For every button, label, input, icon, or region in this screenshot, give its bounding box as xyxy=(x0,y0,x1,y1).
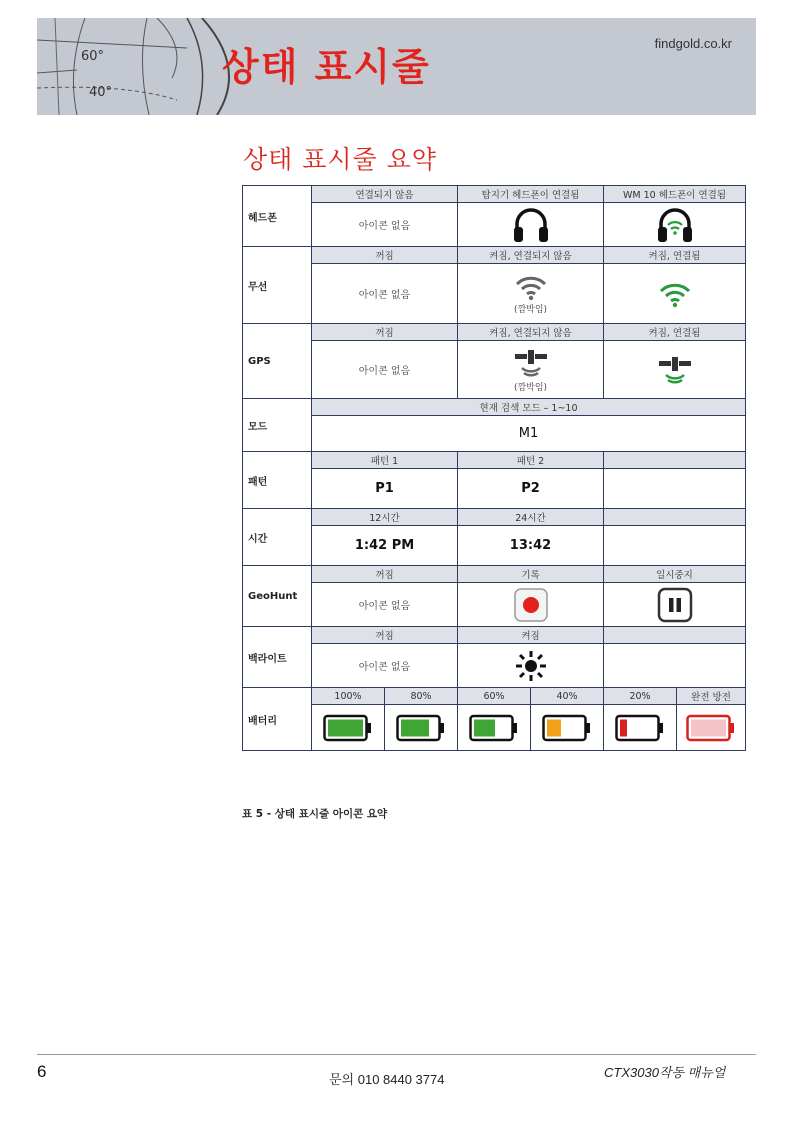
gps-header-3: 켜짐, 연결됨 xyxy=(604,324,746,341)
header-banner xyxy=(37,18,756,115)
row-label-wireless: 무선 xyxy=(243,247,312,324)
wireless-header-1: 꺼짐 xyxy=(312,247,458,264)
geohunt-pause-cell xyxy=(604,583,746,627)
battery-header-20: 20% xyxy=(604,688,677,705)
gps-header-1: 꺼짐 xyxy=(312,324,458,341)
banner-title: 상태 표시줄 xyxy=(222,45,431,89)
pattern-value-1: P1 xyxy=(312,469,458,509)
mode-header-row xyxy=(243,399,746,416)
geohunt-header-3: 일시중지 xyxy=(604,566,746,583)
wireless-no-icon: 아이콘 없음 xyxy=(312,264,458,324)
battery-cell-20 xyxy=(604,705,677,751)
row-label-headphone: 헤드폰 xyxy=(243,186,312,247)
pattern-header-1: 패턴 1 xyxy=(312,452,458,469)
battery-header-row xyxy=(243,688,746,705)
footer-divider xyxy=(37,1054,756,1055)
pattern-header-row xyxy=(243,452,746,469)
battery-header-100: 100% xyxy=(312,688,385,705)
row-label-gps: GPS xyxy=(243,324,312,399)
backlight-header-3 xyxy=(604,627,746,644)
headphone-header-row xyxy=(243,186,746,203)
geohunt-header-1: 꺼짐 xyxy=(312,566,458,583)
backlight-empty-cell xyxy=(604,644,746,688)
geohunt-record-cell xyxy=(458,583,604,627)
pattern-value-2: P2 xyxy=(458,469,604,509)
time-header-1: 12시간 xyxy=(312,509,458,526)
geohunt-icon-row xyxy=(243,583,746,627)
backlight-icon-row xyxy=(243,644,746,688)
battery-empty-icon xyxy=(686,714,736,742)
battery-header-60: 60% xyxy=(458,688,531,705)
headphone-wireless-icon xyxy=(655,206,695,244)
battery-60-icon xyxy=(469,714,519,742)
geohunt-header-2: 기록 xyxy=(458,566,604,583)
backlight-no-icon: 아이콘 없음 xyxy=(312,644,458,688)
row-label-time: 시간 xyxy=(243,509,312,566)
globe-label-40: 40° xyxy=(89,85,113,100)
time-header-3 xyxy=(604,509,746,526)
battery-cell-60 xyxy=(458,705,531,751)
section-title: 상태 표시줄 요약 xyxy=(243,145,437,174)
row-label-battery: 배터리 xyxy=(243,688,312,751)
pattern-header-3 xyxy=(604,452,746,469)
battery-header-40: 40% xyxy=(531,688,604,705)
backlight-header-2: 켜짐 xyxy=(458,627,604,644)
gps-no-icon: 아이콘 없음 xyxy=(312,341,458,399)
time-value-12h: 1:42 PM xyxy=(312,526,458,566)
time-value-3 xyxy=(604,526,746,566)
gps-blink-note: (깜박임) xyxy=(513,382,548,393)
gps-connected-cell xyxy=(604,341,746,399)
battery-header-empty: 완전 방전 xyxy=(677,688,746,705)
contact-info: 문의 010 8440 3774 xyxy=(329,1072,445,1087)
gps-header-row xyxy=(243,324,746,341)
mode-value-row xyxy=(243,416,746,452)
battery-cell-40 xyxy=(531,705,604,751)
site-url: findgold.co.kr xyxy=(654,36,732,51)
battery-20-icon xyxy=(615,714,665,742)
wifi-gray-icon xyxy=(514,273,548,301)
globe-label-60: 60° xyxy=(81,49,105,64)
time-value-row xyxy=(243,526,746,566)
pause-icon xyxy=(657,587,693,623)
geohunt-no-icon: 아이콘 없음 xyxy=(312,583,458,627)
row-label-geohunt: GeoHunt xyxy=(243,566,312,627)
time-header-2: 24시간 xyxy=(458,509,604,526)
pattern-value-row xyxy=(243,469,746,509)
wireless-blink-note: (깜박임) xyxy=(513,304,548,315)
time-header-row xyxy=(243,509,746,526)
battery-80-icon xyxy=(396,714,446,742)
battery-header-80: 80% xyxy=(385,688,458,705)
pattern-header-2: 패턴 2 xyxy=(458,452,604,469)
gps-header-2: 켜짐, 연결되지 않음 xyxy=(458,324,604,341)
backlight-on-cell xyxy=(458,644,604,688)
gps-unconnected-cell xyxy=(458,341,604,399)
manual-title: CTX3030작동 매뉴얼 xyxy=(604,1065,726,1080)
pattern-value-3 xyxy=(604,469,746,509)
headphone-no-icon: 아이콘 없음 xyxy=(312,203,458,247)
time-value-24h: 13:42 xyxy=(458,526,604,566)
wifi-green-icon xyxy=(658,280,692,308)
headphone-wm10-cell xyxy=(604,203,746,247)
wireless-icon-row xyxy=(243,264,746,324)
battery-full-icon xyxy=(323,714,373,742)
headphone-header-2: 탐지기 헤드폰이 연결됨 xyxy=(458,186,604,203)
wireless-header-3: 켜짐, 연결됨 xyxy=(604,247,746,264)
battery-cell-100 xyxy=(312,705,385,751)
battery-icon-row xyxy=(243,705,746,751)
battery-cell-80 xyxy=(385,705,458,751)
headphone-icon xyxy=(511,206,551,244)
row-label-backlight: 백라이트 xyxy=(243,627,312,688)
battery-40-icon xyxy=(542,714,592,742)
sun-icon xyxy=(514,649,548,683)
geohunt-header-row xyxy=(243,566,746,583)
gps-icon-row xyxy=(243,341,746,399)
table-caption: 표 5 - 상태 표시줄 아이콘 요약 xyxy=(242,808,388,820)
wireless-connected-cell xyxy=(604,264,746,324)
row-label-pattern: 패턴 xyxy=(243,452,312,509)
row-label-mode: 모드 xyxy=(243,399,312,452)
record-icon xyxy=(513,587,549,623)
satellite-gray-icon xyxy=(513,347,549,379)
mode-header: 현재 검색 모드 – 1~10 xyxy=(312,399,746,416)
headphone-detector-cell xyxy=(458,203,604,247)
satellite-green-icon xyxy=(657,354,693,386)
headphone-icon-row xyxy=(243,203,746,247)
backlight-header-row xyxy=(243,627,746,644)
mode-value: M1 xyxy=(312,416,746,452)
backlight-header-1: 꺼짐 xyxy=(312,627,458,644)
wireless-unconnected-cell xyxy=(458,264,604,324)
battery-cell-empty xyxy=(677,705,746,751)
page-number: 6 xyxy=(37,1062,47,1081)
headphone-header-3: WM 10 헤드폰이 연결됨 xyxy=(604,186,746,203)
status-bar-summary-table xyxy=(242,185,746,751)
wireless-header-row xyxy=(243,247,746,264)
headphone-header-1: 연결되지 않음 xyxy=(312,186,458,203)
wireless-header-2: 켜짐, 연결되지 않음 xyxy=(458,247,604,264)
